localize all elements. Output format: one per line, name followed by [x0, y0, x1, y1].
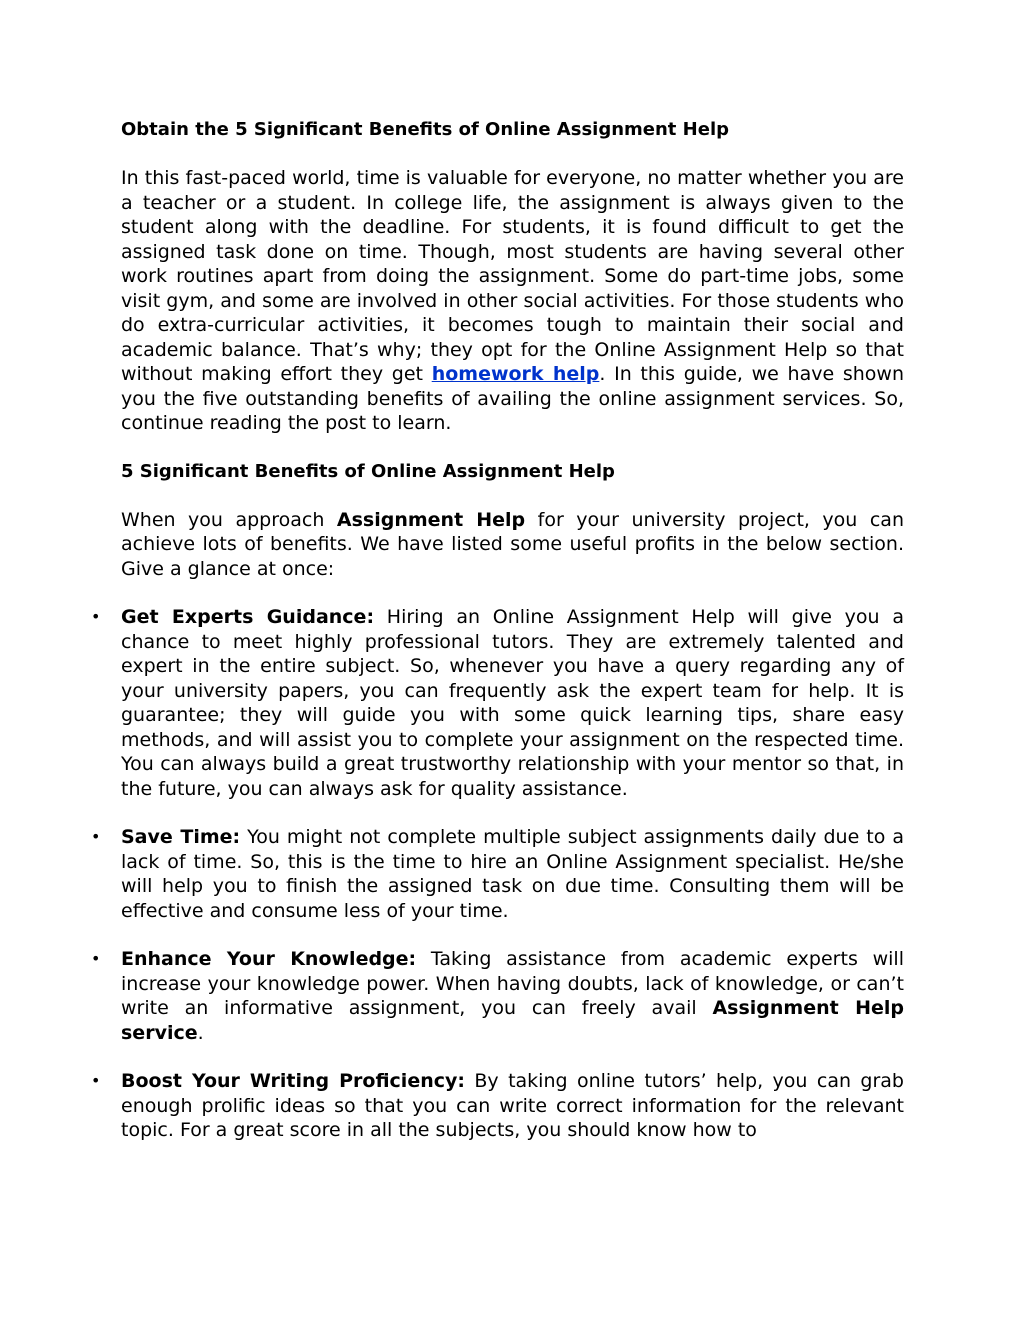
benefit-label: Boost Your Writing Proficiency:: [121, 1070, 465, 1092]
spacer: [121, 484, 904, 508]
intro-paragraph: [121, 166, 904, 436]
spacer: [121, 436, 904, 460]
benefit-label: Get Experts Guidance:: [121, 606, 375, 628]
section-heading: 5 Significant Benefits of Online Assignment Help: [121, 460, 615, 482]
benefit-label: Enhance Your Knowledge:: [121, 948, 417, 970]
page-title: Obtain the 5 Significant Benefits of Online Assignment Help: [121, 119, 730, 140]
list-item-enhance-knowledge: [91, 947, 904, 1045]
spacer: [121, 581, 904, 605]
homework-help-link[interactable]: homework help: [431, 363, 600, 385]
approach-text-end: for your university project, you can achieve lots of benefits. We have listed some useful profits in the below section. Give a glance at once:: [121, 508, 904, 580]
assignment-help-bold: Assignment Help: [336, 508, 526, 531]
list-item-experts-guidance: [91, 605, 904, 801]
document-body: [91, 118, 905, 1167]
benefit-text: By taking online tutors’ help, you can grab enough prolific ideas so that you can write correct information for the relevant topic. For a great score in all the subjects, you should know how to: [121, 1070, 904, 1141]
intro-text-end: . In this guide, we have shown you the five outstanding benefits of availing the online assignment services. So, continue reading the post to learn.: [121, 363, 904, 434]
bullet-icon: •: [91, 607, 101, 626]
benefits-list: [91, 605, 905, 1143]
bullet-icon: •: [91, 1071, 101, 1090]
list-item-writing-proficiency: [91, 1069, 904, 1143]
bullet-icon: •: [91, 949, 101, 968]
benefit-bold-tail: Assignment Help service: [121, 997, 904, 1044]
intro-text-start: In this fast-paced world, time is valuable for everyone, no matter whether you are a teacher or a student. In college life, the assignment is always given to the student along with the deadline. For students, it is found difficult to get the assigned task done on time. Though, most students are having several other work routines apart from doing the assignment. Some do part-time jobs, some visit gym, and some are involved in other social activities. For those students who do extra-curricular activities, it becomes tough to maintain their social and academic balance. That’s why; they opt for the Online Assignment Help so that without making effort they get: [121, 167, 904, 385]
spacer: [121, 142, 904, 166]
list-item-save-time: [91, 825, 905, 923]
benefit-text: Taking assistance from academic experts will increase your knowledge power. When having doubts, lack of knowledge, or can’t write an informative assignment, you can freely avail: [121, 948, 904, 1019]
bullet-icon: •: [91, 827, 101, 846]
benefit-text: You might not complete multiple subject assignments daily due to a lack of time. So, this is the time to hire an Online Assignment specialist. He/she will help you to finish the assigned task on due time. Consulting them will be effective and consume less of your time.: [121, 826, 905, 922]
benefit-text: Hiring an Online Assignment Help will give you a chance to meet highly professional tutors. They are extremely talented and expert in the entire subject. So, whenever you have a query regarding any of your university papers, you can frequently ask the expert team for help. It is guarantee; they will guide you with some quick learning tips, share easy methods, and will assist you to complete your assignment on the respected time. You can always build a great trustworthy relationship with your mentor so that, in the future, you can always ask for quality assistance.: [121, 606, 904, 800]
approach-text-start: When you approach: [121, 508, 337, 531]
benefit-tail: .: [197, 1021, 204, 1044]
approach-paragraph: [121, 508, 904, 582]
benefit-label: Save Time:: [121, 826, 241, 848]
